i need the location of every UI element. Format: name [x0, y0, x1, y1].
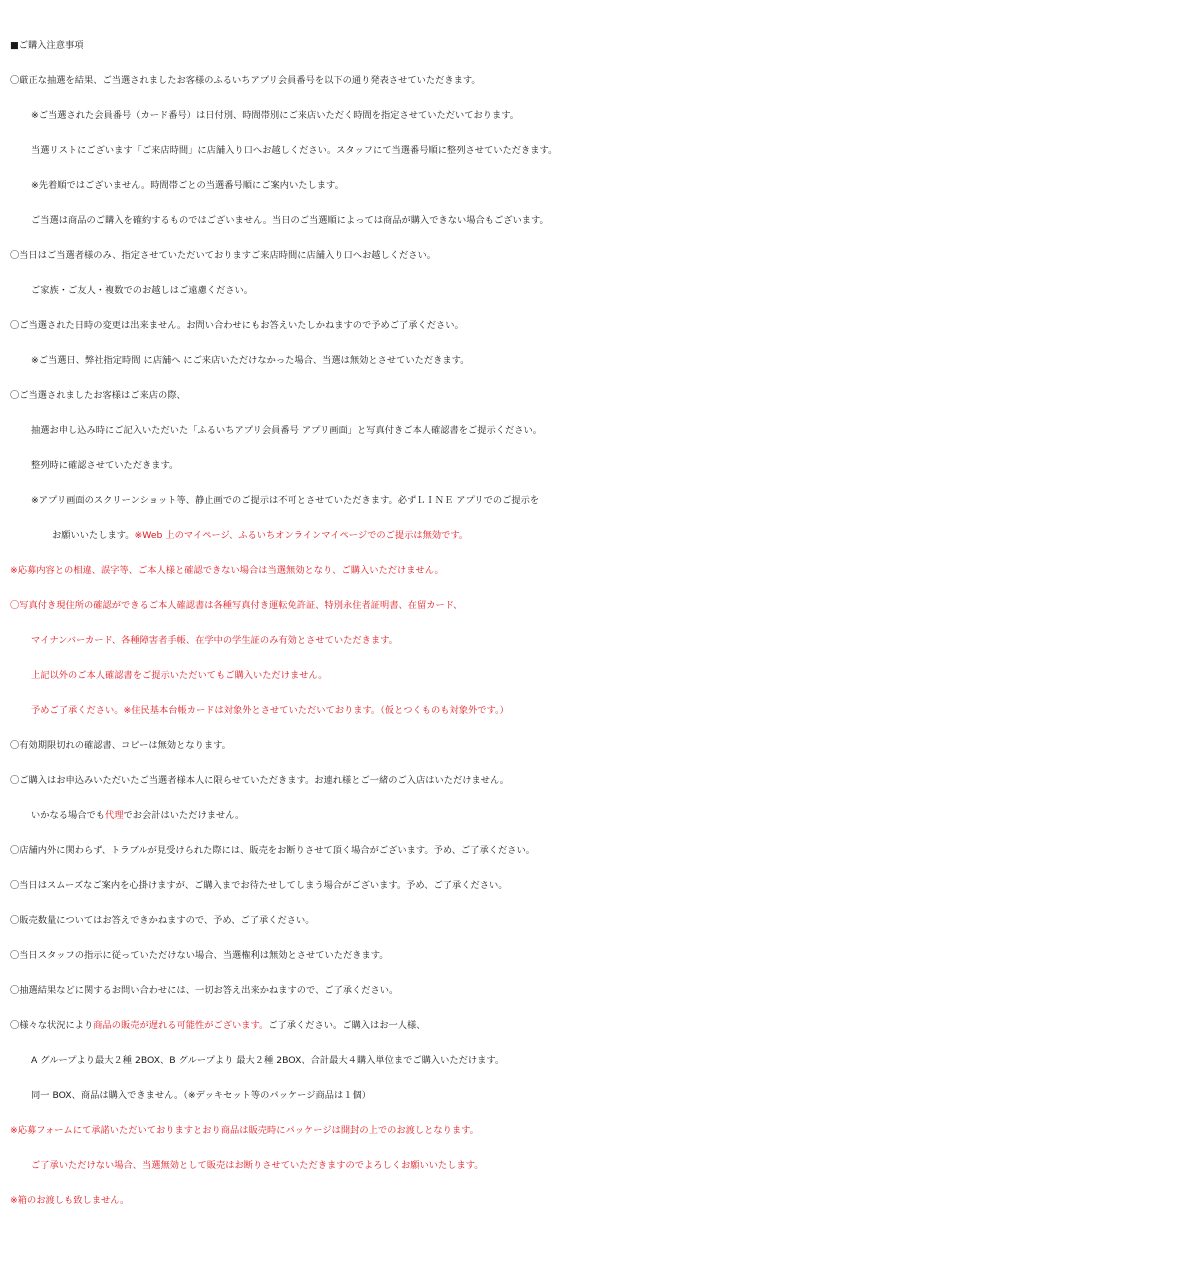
notice-line: [10, 273, 1186, 308]
notice-line: [10, 833, 1186, 868]
notice-line: [10, 133, 1186, 168]
notice-text: 〇ご購入はお申込みいただいたご当選者様本人に限らせていただきます。お連れ様とご一緒のご入店はいただけません。: [10, 775, 510, 786]
notice-text-highlight: 上記以外のご本人確認書をご提示いただいてもご購入いただけません。: [31, 670, 328, 681]
notice-text: 〇当日スタッフの指示に従っていただけない場合、当選権利は無効とさせていただきます。: [10, 950, 389, 961]
notice-text: 〇厳正な抽選を結果、ご当選されましたお客様のふるいちアプリ会員番号を以下の通り発表させていただきます。: [10, 75, 481, 86]
notice-text-highlight: 予めご了承ください。※住民基本台帳カードは対象外とさせていただいております。（仮とつくものも対象外です。）: [31, 705, 509, 716]
notice-line: [10, 98, 1186, 133]
notice-text: いかなる場合でも: [31, 810, 105, 821]
notice-text-highlight: 商品の販売が遅れる可能性がございます。: [93, 1020, 269, 1031]
notice-line: [10, 868, 1186, 903]
notice-text: ご当選は商品のご購入を確約するものではございません。当日のご当選順によっては商品が購入できない場合もございます。: [31, 215, 549, 226]
notice-text: 〇当日はご当選者様のみ、指定させていただいておりますご来店時間に店舗入り口へお越しください。: [10, 250, 437, 261]
notice-text: 〇店舗内外に関わらず、トラブルが見受けられた際には、販売をお断りさせて頂く場合がございます。予め、ご了承ください。: [10, 845, 536, 856]
notice-text-highlight: ※Web 上のマイページ、ふるいちオンラインマイページでのご提示は無効です。: [134, 530, 469, 541]
notice-text: 当選リストにございます「ご来店時間」に店舗入り口へお越しください。スタッフにて当選番号順に整列させていただきます。: [31, 145, 558, 156]
notice-line: [10, 483, 1186, 518]
notice-line: [10, 448, 1186, 483]
notice-text: 〇販売数量についてはお答えできかねますので、予め、ご了承ください。: [10, 915, 315, 926]
notice-text: 〇様々な状況により: [10, 1020, 94, 1031]
notice-line: [10, 973, 1186, 1008]
notice-text-highlight: ※応募内容との相違、誤字等、ご本人様と確認できない場合は当選無効となり、ご購入いただけません。: [10, 565, 444, 576]
notice-text-highlight: ご了承いただけない場合、当選無効として販売はお断りさせていただきますのでよろしくお願いいたします。: [31, 1160, 484, 1171]
notice-line: [10, 623, 1186, 658]
notice-title: [10, 28, 1186, 63]
notice-text: ※先着順ではございません。時間帯ごとの当選番号順にご案内いたします。: [31, 180, 344, 191]
notice-text: ※ご当選された会員番号（カード番号）は日付別、時間帯別にご来店いただく時間を指定させていただいております。: [31, 110, 520, 121]
notice-text: 〇ご当選されましたお客様はご来店の際、: [10, 390, 186, 401]
notice-line: [10, 1183, 1186, 1218]
notice-text-highlight: ※応募フォームにて承諾いただいておりますとおり商品は販売時にパッケージは開封の上でのお渡しとなります。: [10, 1125, 479, 1136]
notice-text: 〇当日はスムーズなご案内を心掛けますが、ご購入までお待たせしてしまう場合がございます。予め、ご了承ください。: [10, 880, 508, 891]
notice-line: [10, 1078, 1186, 1113]
notice-line: [10, 938, 1186, 973]
notice-text-highlight: 代理: [105, 810, 124, 821]
notice-line: [10, 203, 1186, 238]
notice-line: [10, 168, 1186, 203]
notice-line: [10, 308, 1186, 343]
notice-line: [10, 798, 1186, 833]
notice-text: 〇抽選結果などに関するお問い合わせには、一切お答え出来かねますので、ご了承ください。: [10, 985, 399, 996]
notice-text: A グループより最大２種 2BOX、B グループより 最大２種 2BOX、合計最大４購入単位までご購入いただけます。: [31, 1055, 505, 1066]
notice-line: [10, 238, 1186, 273]
notice-text: ■ご購入注意事項: [10, 40, 84, 51]
notice-text-highlight: 〇写真付き現住所の確認ができるご本人確認書は各種写真付き運転免許証、特別永住者証明書、在留カード、: [10, 600, 463, 611]
notice-line: [10, 903, 1186, 938]
notice-text-highlight: ※箱のお渡しも致しません。: [10, 1195, 130, 1206]
notice-text: 整列時に確認させていただきます。: [31, 460, 179, 471]
notice-line: [10, 693, 1186, 728]
notice-line: [10, 343, 1186, 378]
notice-line: [10, 378, 1186, 413]
notice-text: 〇有効期限切れの確認書、コピーは無効となります。: [10, 740, 231, 751]
notice-text: お願いいたします。: [52, 530, 135, 541]
notice-text: 〇ご当選された日時の変更は出来ません。お問い合わせにもお答えいたしかねますので予めご了承ください。: [10, 320, 464, 331]
notice-line: [10, 728, 1186, 763]
notice-line: [10, 588, 1186, 623]
notice-line: [10, 763, 1186, 798]
notice-text: ※アプリ画面のスクリーンショット等、静止画でのご提示は不可とさせていただきます。必ずＬＩＮＥ アプリでのご提示を: [31, 495, 540, 506]
notice-text: でお会計はいただけません。: [123, 810, 245, 821]
notice-text: ご了承ください。ご購入はお一人様、: [268, 1020, 426, 1031]
notice-line: [10, 63, 1186, 98]
notice-text: ご家族・ご友人・複数でのお越しはご遠慮ください。: [31, 285, 253, 296]
notice-line: [10, 413, 1186, 448]
notice-text: 同一 BOX、商品は購入できません。（※デッキセット等のパッケージ商品は１個）: [31, 1090, 371, 1101]
notice-line: [10, 1043, 1186, 1078]
notice-line: [10, 1113, 1186, 1148]
notice-text-highlight: マイナンバーカード、各種障害者手帳、在学中の学生証のみ有効とさせていただきます。: [31, 635, 398, 646]
notice-line: [10, 553, 1186, 588]
notice-line: [10, 1148, 1186, 1183]
notice-line: [10, 518, 1186, 553]
notice-line: [10, 1008, 1186, 1043]
notice-line: [10, 658, 1186, 693]
notice-text: ※ご当選日、弊社指定時間 に店舗へ にご来店いただけなかった場合、当選は無効とさせていただきます。: [31, 355, 470, 366]
notice-text: 抽選お申し込み時にご記入いただいた「ふるいちアプリ会員番号 アプリ画面」と写真付きご本人確認書をご提示ください。: [31, 425, 542, 436]
purchase-notice: [10, 28, 1186, 1218]
